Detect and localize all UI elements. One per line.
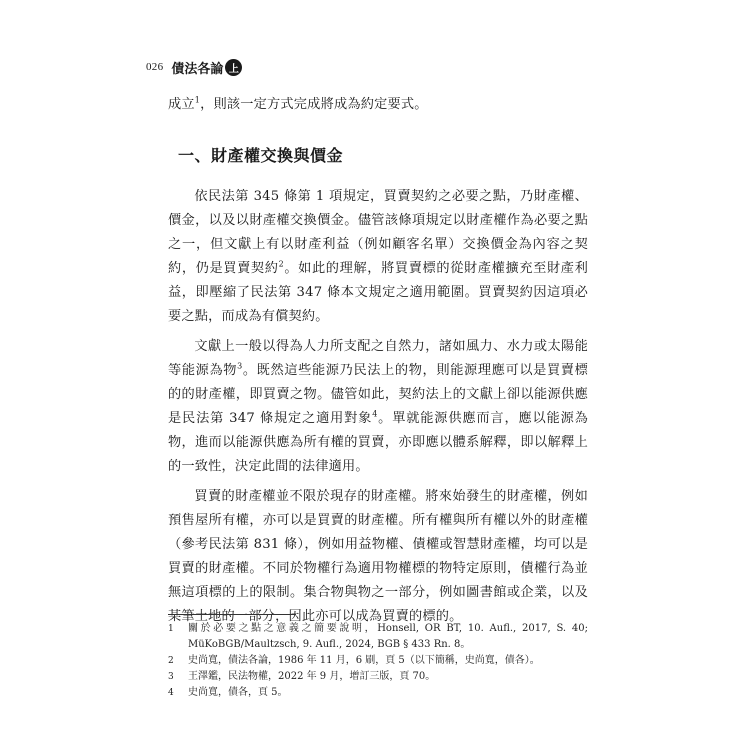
footnote-ref-2[interactable]: 2	[278, 259, 284, 269]
intro-text-a: 成立	[168, 97, 195, 112]
section-heading: 一、財產權交換與價金	[178, 146, 344, 165]
footnote-number: 2	[168, 656, 174, 666]
footnote-text: 關於必要之點之意義之簡要說明，Honsell, OR BT, 10. Aufl., 2017, S. 40; MüKoBGB/Maultzsch, 9. Aufl., 2024, BGB § 433 Rn. 8。	[188, 623, 588, 650]
paragraph-1	[168, 185, 588, 329]
footnote-text: 王澤鑑，民法物權，2022 年 9 月，增訂三版，頁 70。	[188, 671, 436, 682]
paragraph-1-text-b: 。如此的理解，將買賣標的從財產權擴充至財產利益，即壓縮了民法第 347 條本文規定之適用範圍。買賣契約因這項必要之點，而成為有償契約。	[168, 261, 588, 324]
page-body	[168, 93, 588, 635]
paragraph-2-text-b: 。既然這些能源乃民法上的物，則能源理應可以是買賣標的的財產權，即買賣之物。儘管如此，契約法上的文獻上卻以能源供應是民法第 347 條規定之適用對象	[168, 363, 589, 426]
paragraph-2-text-a: 文獻上一般以得為人力所支配之自然力，諸如風力、水力或太陽能等能源為物	[168, 339, 588, 378]
footnote-text: 史尚寬，債各，頁 5。	[188, 687, 288, 698]
intro-text-b: ，則該一定方式完成將成為約定要式。	[200, 97, 428, 112]
footnote-number: 4	[168, 688, 174, 698]
footnote-ref-3[interactable]: 3	[237, 361, 243, 371]
footnote-text: 史尚寬，債法各論，1986 年 11 月，6 刷，頁 5（以下簡稱，史尚寬，債各）。	[188, 655, 540, 666]
footnote-2	[168, 653, 588, 669]
book-title-text: 債法各論	[171, 61, 224, 77]
paragraph-1-text-a: 依民法第 345 條第 1 項規定，買賣契約之必要之點，乃財產權、價金，以及以財產權交換價金。儘管該條項規定以財產權作為必要之點之一，但文獻上有以財產利益（例如顧客名單）交換價金為內容之契約，仍是買賣契約	[168, 189, 588, 276]
footnote-1	[168, 621, 588, 653]
page-number: 026	[146, 61, 164, 73]
intro-line	[168, 93, 588, 117]
footnote-ref-4[interactable]: 4	[372, 409, 378, 419]
footnote-divider	[168, 614, 296, 615]
book-title	[171, 58, 242, 77]
footnote-ref-1[interactable]: 1	[194, 95, 201, 105]
footnotes	[168, 621, 588, 701]
paragraph-2-text-c: 。單就能源供應而言，應以能源為物，進而以能源供應為所有權的買賣，亦即應以體系解釋，即以解釋上的一致性，決定此間的法律適用。	[168, 411, 588, 474]
paragraph-2	[168, 335, 588, 479]
footnote-number: 3	[168, 672, 174, 682]
running-header	[146, 56, 242, 78]
paragraph-3: 買賣的財產權並不限於現存的財產權。將來始發生的財產權，例如預售屋所有權，亦可以是買賣的財產權。所有權與所有權以外的財產權（參考民法第 831 條），例如用益物權、債權或智慧財產權，均可以是買賣的財產權。不同於物權行為適用物權標的物特定原則，債權行為並無這項標的上的限制。集合物與物之一部分，例如圖書館或企業，以及某筆土地的一部分，因此亦可以成為買賣的標的。	[168, 489, 588, 624]
footnote-4	[168, 685, 588, 701]
footnote-number: 1	[168, 624, 174, 634]
volume-badge: 上	[225, 59, 242, 76]
footnote-3	[168, 669, 588, 685]
